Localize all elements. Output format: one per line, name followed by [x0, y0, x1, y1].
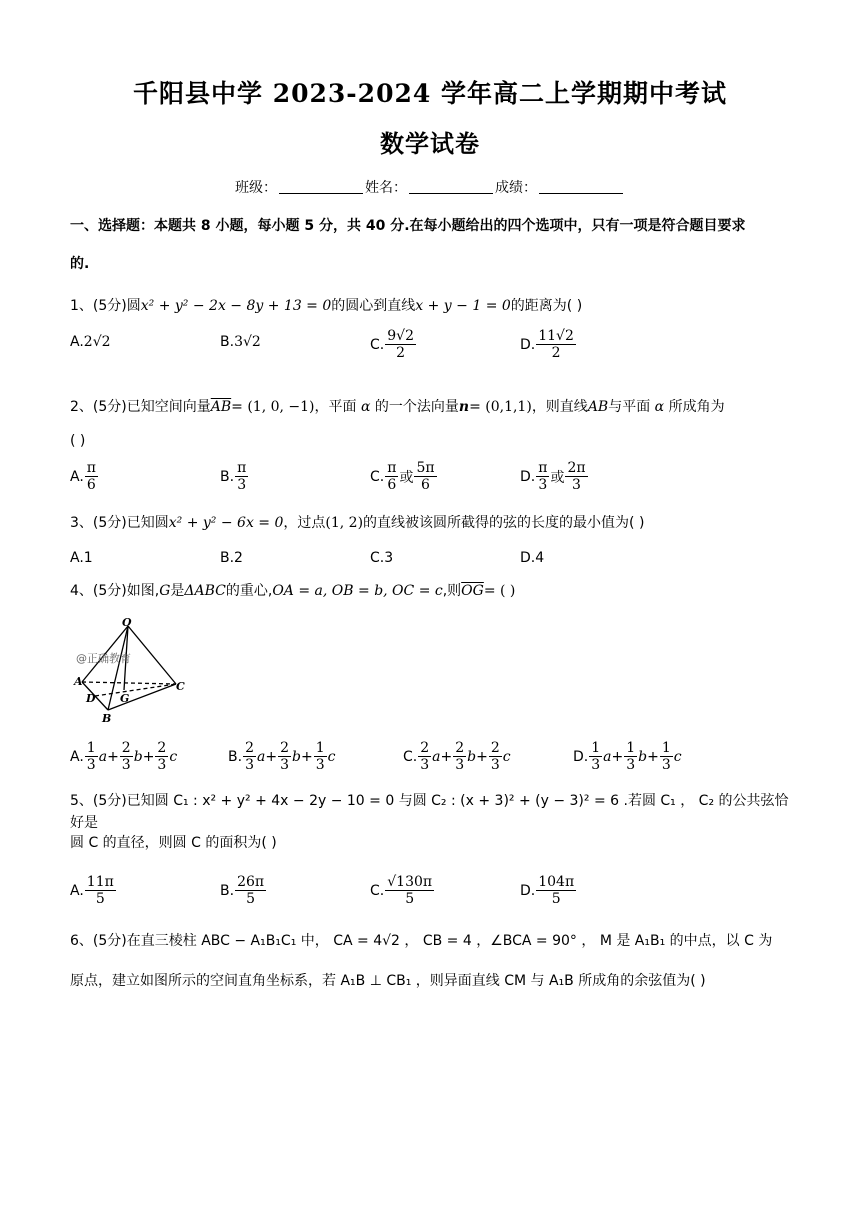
label-d: D — [86, 692, 96, 705]
fraction — [489, 740, 502, 773]
fraction — [624, 740, 637, 773]
or-text: 或 — [399, 469, 414, 486]
vector-a: a — [603, 748, 612, 765]
fraction — [418, 740, 431, 773]
vector-c: c — [169, 748, 178, 765]
option-label: D. — [520, 882, 536, 899]
name-label: 姓名： — [365, 180, 407, 196]
fraction — [589, 740, 602, 773]
option-label: A. — [70, 468, 84, 485]
fraction — [385, 460, 398, 493]
vector-og: $\overline{OG}$ — [461, 583, 484, 599]
q1-option-a[interactable] — [70, 334, 111, 350]
q2-text: 2、(5分)已知空间向量 — [70, 399, 211, 415]
q4-option-a[interactable]: A. $\frac{1}{3}$ a + $\frac{2}{3}$ b + $\frac{2}{3}$ c — [70, 740, 178, 774]
student-info-line — [0, 177, 860, 197]
q3-text: ，过点 — [283, 515, 326, 531]
numerator: 11π — [86, 874, 114, 890]
denominator: 3 — [538, 477, 548, 494]
fraction — [235, 460, 248, 493]
option-label: B. — [228, 748, 243, 765]
q3-option-c[interactable]: C.3 — [370, 550, 394, 566]
triangle-abc: ΔABC — [184, 583, 226, 599]
fraction — [278, 740, 291, 773]
numerator: 2 — [245, 740, 254, 756]
q3-text: 的直线被该圆所截得的弦的长度的最小值为( ) — [363, 515, 645, 531]
score-blank[interactable] — [539, 193, 623, 194]
q2-text: ，平面 — [314, 399, 357, 415]
vector-b: b — [467, 748, 477, 765]
fraction — [85, 460, 98, 493]
q3-point: (1, 2) — [325, 515, 364, 531]
option-value: 3√2 — [234, 334, 261, 350]
numerator: π — [387, 460, 397, 476]
q1-number: 1、(5分)圆 — [70, 298, 141, 314]
q2-text: 与平面 — [608, 399, 651, 415]
option-label: D. — [573, 748, 589, 765]
fraction — [660, 740, 673, 773]
option-label: C. — [370, 336, 385, 353]
option-label: B. — [220, 882, 235, 899]
q2-option-b[interactable] — [220, 460, 249, 493]
vector-b: b — [133, 748, 143, 765]
fraction — [243, 740, 256, 773]
numerator: 2 — [490, 740, 500, 756]
numerator: 2 — [157, 740, 167, 756]
q4-text: 的重心, — [225, 583, 273, 599]
q4-text: = ( ) — [483, 583, 516, 599]
numerator: 2π — [567, 460, 586, 476]
edge-ac — [82, 682, 176, 684]
label-o: O — [122, 616, 132, 629]
vector-b: b — [292, 748, 301, 765]
numerator: 2 — [121, 740, 131, 756]
q1-option-d[interactable] — [520, 328, 577, 361]
denominator: 6 — [387, 477, 397, 494]
q2-option-d[interactable] — [520, 460, 589, 493]
question-5: 5、(5分)已知圆 C₁ : x² + y² + 4x − 2y − 10 = 0 与圆 C₂ : (x + 3)² + (y − 3)² = 6 .若圆 C₁ ， C₂ 的公共弦恰好是 — [70, 793, 789, 831]
q4-text: 是 — [170, 583, 185, 599]
denominator: 3 — [626, 757, 636, 774]
denominator: 3 — [455, 757, 465, 774]
option-label: C. — [403, 748, 418, 765]
label-b: B — [102, 712, 112, 725]
denominator: 5 — [551, 891, 561, 908]
denominator: 5 — [246, 891, 256, 908]
label-c: C — [176, 680, 185, 693]
question-3 — [70, 512, 790, 534]
numerator: 2 — [420, 740, 430, 756]
numerator: π — [237, 460, 247, 476]
q3-option-d[interactable]: D.4 — [520, 550, 545, 566]
denominator: 3 — [157, 757, 167, 774]
denominator: 3 — [420, 757, 430, 774]
edge-bc — [108, 684, 176, 710]
q1-equation: x² + y² − 2x − 8y + 13 = 0 — [140, 298, 332, 314]
question-6-cont: 原点，建立如图所示的空间直角坐标系，若 A₁B ⊥ CB₁ ，则异面直线 CM 与 A₁B 所成角的余弦值为( ) — [70, 973, 706, 989]
option-label: B. — [220, 468, 235, 485]
fraction — [536, 328, 576, 361]
question-6: 6、(5分)在直三棱柱 ABC − A₁B₁C₁ 中， CA = 4√2 ， CB = 4 ，∠BCA = 90° ， M 是 A₁B₁ 的中点，以 C 为 — [70, 933, 773, 949]
section-heading-cont: 的. — [70, 256, 90, 272]
option-label: D. — [520, 468, 536, 485]
q4-option-c[interactable]: C. $\frac{2}{3}$ a + $\frac{2}{3}$ b + $\frac{2}{3}$ c — [403, 740, 511, 774]
fraction — [85, 740, 98, 773]
option-label: A. — [70, 748, 84, 765]
q3-option-b[interactable]: B.2 — [220, 550, 243, 566]
alpha-symbol: α — [654, 399, 665, 415]
line-ab: AB — [587, 399, 609, 415]
class-label: 班级： — [235, 180, 277, 196]
denominator: 6 — [421, 477, 430, 494]
question-1 — [70, 295, 790, 317]
or-text: 或 — [550, 469, 565, 486]
vector-c: c — [502, 748, 511, 765]
score-label: 成绩： — [495, 180, 537, 196]
fraction — [155, 740, 168, 773]
denominator: 6 — [86, 477, 96, 494]
numerator: √130π — [387, 874, 433, 890]
vector-a: a — [256, 748, 266, 765]
denominator: 3 — [237, 477, 247, 494]
numerator: π — [86, 460, 96, 476]
point-g: G — [159, 583, 171, 599]
numerator: 1 — [591, 740, 601, 756]
q2-vector-ab: $\overline{AB}$ — [210, 399, 232, 415]
fraction — [85, 874, 116, 907]
q3-equation: x² + y² − 6x = 0 — [168, 515, 284, 531]
watermark-text: @正确教育 — [76, 652, 131, 665]
label-g: G — [120, 692, 130, 705]
question-2 — [70, 390, 790, 458]
fraction — [385, 328, 416, 361]
question-5-cont: 圆 C 的直径，则圆 C 的面积为( ) — [70, 835, 277, 851]
q5-option-a[interactable] — [70, 874, 117, 907]
q5-option-d[interactable] — [520, 874, 577, 907]
denominator: 3 — [245, 757, 254, 774]
denominator: 3 — [315, 757, 325, 774]
q2-text: 的一个法向量 — [374, 399, 459, 415]
alpha-symbol: α — [360, 399, 371, 415]
numerator: 9√2 — [387, 328, 414, 344]
fraction — [385, 874, 434, 907]
q4-option-d[interactable]: D. $\frac{1}{3}$ a + $\frac{1}{3}$ b + $\frac{1}{3}$ c — [573, 740, 682, 774]
q4-option-b[interactable]: B. $\frac{2}{3}$ a + $\frac{2}{3}$ b + $\frac{1}{3}$ c — [228, 740, 336, 774]
exam-title: 千阳县中学 2023-2024 学年高二上学期期中考试 — [133, 79, 727, 108]
vector-a: a — [432, 748, 441, 765]
exam-subtitle: 数学试卷 — [380, 129, 480, 158]
q2-vector-value: = (1, 0, −1) — [231, 399, 315, 415]
option-label: D. — [520, 336, 536, 353]
q1-tail: 的距离为( ) — [510, 298, 583, 314]
denominator: 3 — [591, 757, 601, 774]
denominator: 3 — [121, 757, 131, 774]
numerator: 1 — [86, 740, 96, 756]
q3-text: 3、(5分)已知圆 — [70, 515, 169, 531]
option-label: C. — [370, 468, 385, 485]
normal-vector-n: n — [458, 399, 470, 415]
fraction — [235, 874, 266, 907]
tetrahedron-figure — [72, 614, 196, 726]
option-label: A. — [70, 334, 84, 350]
numerator: 2 — [455, 740, 465, 756]
fraction — [536, 460, 549, 493]
option-label: B. — [220, 334, 235, 350]
denominator: 3 — [661, 757, 671, 774]
numerator: 5π — [416, 460, 435, 476]
denominator: 5 — [95, 891, 105, 908]
denominator: 3 — [280, 757, 289, 774]
vector-c: c — [673, 748, 682, 765]
median-dc — [95, 684, 176, 696]
vector-c: c — [327, 748, 336, 765]
normal-vector-value: = (0,1,1) — [469, 399, 532, 415]
option-label: C. — [370, 882, 385, 899]
denominator: 2 — [551, 345, 561, 362]
q1-option-c[interactable] — [370, 328, 417, 361]
q5-option-b[interactable] — [220, 874, 267, 907]
numerator: 1 — [661, 740, 671, 756]
q4-text: 4、(5分)如图, — [70, 583, 160, 599]
fraction — [414, 460, 436, 493]
fraction — [120, 740, 133, 773]
edge-oc — [128, 626, 176, 684]
q4-vectors: OA = a, OB = b, OC = c — [272, 583, 443, 599]
q3-option-a[interactable]: A.1 — [70, 550, 93, 566]
fraction — [565, 460, 587, 493]
q4-text: ,则 — [442, 583, 462, 599]
label-a: A — [74, 675, 83, 688]
class-blank[interactable] — [279, 193, 363, 194]
question-4 — [70, 580, 790, 602]
q1-line-equation: x + y − 1 = 0 — [415, 298, 511, 314]
numerator: 1 — [315, 740, 325, 756]
fraction — [536, 874, 576, 907]
vector-b: b — [638, 748, 648, 765]
fraction — [314, 740, 327, 773]
denominator: 5 — [405, 891, 415, 908]
q2-option-c[interactable] — [370, 460, 438, 493]
q2-text: 所成角为 — [668, 399, 725, 415]
q5-option-c[interactable] — [370, 874, 435, 907]
q2-option-a[interactable] — [70, 460, 99, 493]
q1-text: 的圆心到直线 — [331, 298, 416, 314]
name-blank[interactable] — [409, 193, 493, 194]
denominator: 3 — [572, 477, 581, 494]
numerator: 2 — [280, 740, 289, 756]
option-label: A. — [70, 882, 84, 899]
numerator: 104π — [538, 874, 575, 890]
numerator: 1 — [626, 740, 636, 756]
q2-text: ，则直线 — [531, 399, 588, 415]
option-value: 2√2 — [83, 334, 111, 350]
numerator: 11√2 — [538, 328, 574, 344]
denominator: 2 — [396, 345, 406, 362]
q2-paren: ( ) — [70, 433, 86, 449]
numerator: 26π — [237, 874, 265, 890]
fraction — [453, 740, 466, 773]
denominator: 3 — [490, 757, 500, 774]
vector-a: a — [98, 748, 108, 765]
section-heading: 一、选择题：本题共 8 小题，每小题 5 分，共 40 分.在每小题给出的四个选项中，只有一项是符合题目要求 — [70, 218, 746, 234]
denominator: 3 — [86, 757, 96, 774]
q1-option-b[interactable] — [220, 334, 261, 350]
numerator: π — [538, 460, 548, 476]
